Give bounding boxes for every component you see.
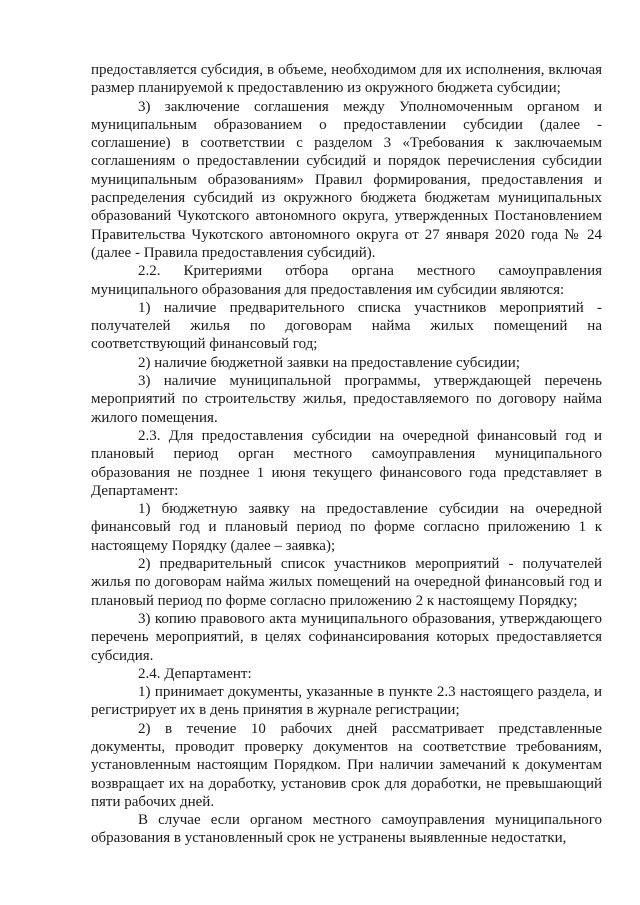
- paragraph-department-1: 1) принимает документы, указанные в пункте 2.3 настоящего раздела, и регистрирует их в день принятия в журнале регистрации;: [91, 684, 602, 719]
- paragraph-criteria-1: 1) наличие предварительного списка участников мероприятий - получателей жилья по договорам найма жилых помещений на соответствующий финансовый год;: [91, 299, 602, 353]
- paragraph-submission-3: 3) копию правового акта муниципального образования, утверждающего перечень мероприятий, в целях софинансирования которых предоставляется субсидия.: [91, 610, 602, 664]
- paragraph-submission-1: 1) бюджетную заявку на предоставление субсидии на очередной финансовый год и плановый период по форме согласно приложению 1 к настоящему Порядку (далее – заявка);: [91, 501, 602, 554]
- paragraph-criteria-3: 3) наличие муниципальной программы, утверждающей перечень мероприятий по строительству жилья, предоставляемого по договору найма жилого помещения.: [91, 373, 602, 426]
- paragraph-department-heading: 2.4. Департамент:: [138, 665, 252, 682]
- paragraph-deficiencies: В случае если органом местного самоуправления муниципального образования в установленный срок не устранены выявленные недостатки,: [91, 812, 602, 847]
- paragraph-submission-heading: 2.3. Для предоставления субсидии на очередной финансовый год и плановый период орган местного самоуправления муниципального образования не позднее 1 июня текущего финансового года представляет в Департамент:: [91, 427, 602, 499]
- paragraph-criteria-heading: 2.2. Критериями отбора органа местного самоуправления муниципального образования для предоставления им субсидии являются:: [91, 263, 602, 298]
- paragraph-agreement: 3) заключение соглашения между Уполномоченным органом и муниципальным образованием о предоставлении субсидии (далее - соглашение) в соответствии с разделом 3 «Требования к заключаемым соглашениям о предоставлении субсидий и порядок перечисления субсидии муниципальным образованиям» Правил формирования, предоставления и распределения субсидий из окружного бюджета бюджетам муниципальных образований Чукотского автономного округа, утвержденных Постановлением Правительства Чукотского автономного округа от 27 января 2020 года № 24 (далее - Правила предоставления субсидий).: [91, 98, 602, 261]
- paragraph-department-2: 2) в течение 10 рабочих дней рассматривает представленные документы, проводит проверку документов на соответствие требованиям, установленным настоящим Порядком. При наличии замечаний к документам возвращает их на доработку, установив срок для доработки, не превышающий пяти рабочих дней.: [91, 720, 602, 810]
- paragraph-criteria-2: 2) наличие бюджетной заявки на предоставление субсидии;: [138, 354, 520, 371]
- paragraph-subsidy-amount: предоставляется субсидия, в объеме, необходимом для их исполнения, включая размер планируемой к предоставлению из окружного бюджета субсидии;: [91, 62, 602, 97]
- paragraph-submission-2: 2) предварительный список участников мероприятий - получателей жилья по договорам найма жилых помещений на очередной финансовый год и плановый период по форме согласно приложению 2 к настоящему Порядку;: [91, 556, 602, 609]
